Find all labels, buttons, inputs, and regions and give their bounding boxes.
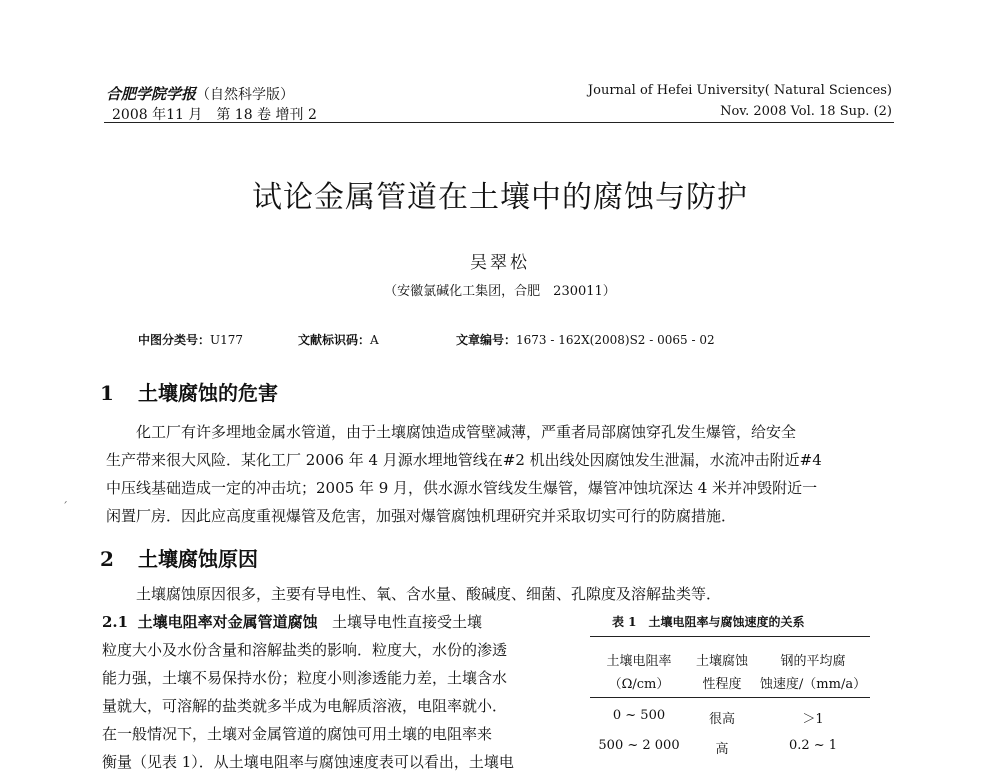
section-1-number: 1 xyxy=(100,381,114,405)
table-1-header-line: （Ω/cm） xyxy=(608,677,670,692)
header-rule xyxy=(104,122,894,123)
doc-code-label: 文献标识码： xyxy=(298,333,371,347)
clc-number xyxy=(138,331,243,348)
table-1-header-cell xyxy=(688,650,756,692)
section-2-line: 土壤导电性直接受土壤 xyxy=(331,613,482,631)
margin-mark: ˊ xyxy=(62,500,68,514)
section-2-title: 土壤腐蚀原因 xyxy=(138,547,258,571)
section-1-line: 中压线基础造成一定的冲击坑；2005 年 9 月，供水源水管线发生爆管，爆管冲蚀坑深达 4 米并冲毁附近一 xyxy=(106,479,818,497)
section-2-number: 2 xyxy=(100,547,114,571)
document-code xyxy=(298,331,379,348)
table-1-cell: 0 ~ 500 xyxy=(612,708,666,723)
table-1-top-rule xyxy=(590,636,870,637)
clc-value: U177 xyxy=(210,333,244,347)
table-1-header-line: 蚀速度/（mm/a） xyxy=(759,677,867,692)
article-title: 试论金属管道在土壤中的腐蚀与防护 xyxy=(252,180,748,215)
issue-cn: 2008 年11 月 第 18 卷 增刊 2 xyxy=(112,107,317,123)
article-number xyxy=(456,331,715,348)
subsection-2-1-title: 土壤电阻率对金属管道腐蚀 xyxy=(137,613,318,631)
section-1-line: 闲置厂房．因此应高度重视爆管及危害，加强对爆管腐蚀机理研究并采取切实可行的防腐措施． xyxy=(106,507,737,525)
issue-en: Nov. 2008 Vol. 18 Sup. (2) xyxy=(720,104,892,119)
table-1-header-line: 土壤腐蚀 xyxy=(695,654,748,669)
table-1-header-cell xyxy=(756,650,870,692)
section-1-line: 化工厂有许多埋地金属水管道，由于土壤腐蚀造成管壁减薄，严重者局部腐蚀穿孔发生爆管，给安全 xyxy=(136,423,797,441)
doc-code-value: A xyxy=(370,333,379,347)
section-1-title: 土壤腐蚀的危害 xyxy=(138,381,278,405)
table-1-cell: 0.2 ~ 1 xyxy=(788,738,838,753)
section-2-heading xyxy=(100,543,258,572)
author-affiliation: （安徽氯碱化工集团，合肥 230011） xyxy=(384,284,616,299)
section-2-line: 量就大，可溶解的盐类就多半成为电解质溶液，电阻率就小． xyxy=(102,697,508,715)
section-2-line: 粒度大小及水份含量和溶解盐类的影响．粒度大，水份的渗透 xyxy=(102,641,508,659)
table-1-header-line: 土壤电阻率 xyxy=(606,654,672,669)
table-1-cell: 500 ~ 2 000 xyxy=(598,738,680,753)
section-2-line: 能力强，土壤不易保持水份；粒度小则渗透能力差，土壤含水 xyxy=(102,669,508,687)
section-1-line: 生产带来很大风险．某化工厂 2006 年 4 月源水埋地管线在#2 机出线处因腐蚀发生泄漏，水流冲击附近#4 xyxy=(106,451,822,469)
table-1-header-line: 钢的平均腐 xyxy=(780,654,846,669)
section-2-line: 衡量（见表 1）．从土壤电阻率与腐蚀速度表可以看出，土壤电 xyxy=(102,753,514,771)
article-no-label: 文章编号： xyxy=(456,333,517,347)
table-1-cell: ＞1 xyxy=(802,712,824,727)
journal-cn-subtitle: （自然科学版） xyxy=(196,87,295,103)
table-1-header-cell xyxy=(590,650,688,692)
table-1-cell: 高 xyxy=(715,742,729,757)
section-2-line: 在一般情况下，土壤对金属管道的腐蚀可用土壤的电阻率来 xyxy=(102,725,493,743)
subsection-2-1-number: 2.1 xyxy=(102,613,129,631)
table-1-header-line: 性程度 xyxy=(702,677,742,692)
section-2-intro: 土壤腐蚀原因很多，主要有导电性、氧、含水量、酸碱度、细菌、孔隙度及溶解盐类等． xyxy=(136,585,722,603)
table-1-cell: 很高 xyxy=(708,712,735,727)
table-1-header-rule xyxy=(590,697,870,698)
journal-cn-name: 合肥学院学报 xyxy=(106,85,197,103)
table-1-caption: 表 1 土壤电阻率与腐蚀速度的关系 xyxy=(612,615,805,629)
journal-cn-header xyxy=(106,83,294,104)
section-1-heading xyxy=(100,377,278,406)
subsection-2-1-first-line xyxy=(102,608,482,636)
author-name: 吴翠松 xyxy=(470,253,530,273)
article-no-value: 1673 - 162X(2008)S2 - 0065 - 02 xyxy=(516,333,715,347)
journal-en-name: Journal of Hefei University( Natural Sciences) xyxy=(587,83,892,98)
clc-label: 中图分类号： xyxy=(138,333,211,347)
